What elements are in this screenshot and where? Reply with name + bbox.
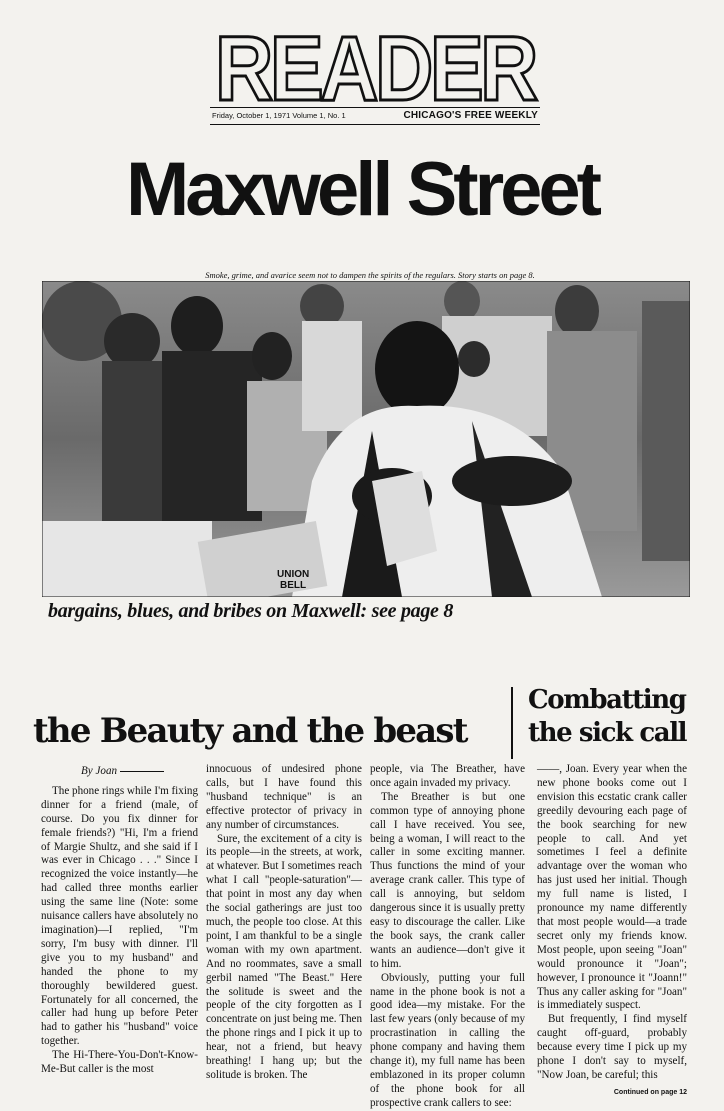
article-column-4 bbox=[537, 763, 687, 1100]
maxwell-street-photo bbox=[42, 281, 690, 597]
issue-date: Friday, October 1, 1971 Volume 1, No. 1 bbox=[212, 111, 346, 120]
byline bbox=[81, 765, 198, 779]
headline-divider bbox=[511, 687, 513, 759]
article-paragraph: The Hi-There-You-Don't-Know-Me-But caller is the most bbox=[41, 1049, 198, 1076]
article-column-3 bbox=[370, 763, 525, 1111]
article-paragraph: Sure, the excitement of a city is its people—in the streets, at work, at whatever. But I sometimes reach what I call "people-saturation"—that point in most any day when the social gatherings are just too much, the people too close. At this point, I am thankful to be a single woman with my own apartment. And no roommates, save a small gerbil named "The Beast." Here the solitude is sweet and the people of the city forgotten as I concentrate on just being me. Then the phone rings and I pick it up to hear, not a friend, but heavy breathing! I hang up; but the solitude is broken. The bbox=[206, 832, 362, 1081]
article-paragraph: The phone rings while I'm fixing dinner for a friend (male, of course. Do you fix dinner for female friends?) "Hi, I'm a friend of Margie Shultz, and she said if I was ever in Chicago . . ." Since I recognized the voice instantly—he had called three months earlier using the same line (Note: some nuisance callers have absolutely no imagination)—I replied, "I'm sorry, I'm busy with dinner. I'll give you to my husband" and handed the phone to my thoroughly bewildered guest. Fortunately for all concerned, the caller had hung up before Peter had to gather his "husband" voice together. bbox=[41, 784, 198, 1048]
article-paragraph: But frequently, I find myself caught off-guard, probably because every time I pick up my phone I don't say to myself, "Now Joan, be careful; this bbox=[537, 1013, 687, 1081]
photo-caption: Smoke, grime, and avarice seem not to dampen the spirits of the regulars. Story starts on page 8. bbox=[205, 270, 535, 280]
article-paragraph: people, via The Breather, have once again invaded my privacy. bbox=[370, 763, 525, 789]
article-column-1 bbox=[41, 765, 198, 1077]
masthead-dateline bbox=[210, 107, 540, 125]
article-paragraph: Obviously, putting your full name in the phone book is not a good idea—my mistake. For the last few years (only because of my procrastination in calling the phone company and having them change it), my full name has been emblazoned in its proper column of the phone book for all prospective crank callers to see: bbox=[370, 971, 525, 1109]
article-paragraph: The Breather is but one common type of annoying phone call I have received. You see, being a woman, I will react to the caller in some exciting manner. Thus functions the mind of your average crank caller. This type of call is annoying, but seldom dangerous since it is usually pretty easy to discourage the caller. Like the book says, the crank caller wants an audience—don't give it to him. bbox=[370, 790, 525, 970]
article-column-2 bbox=[206, 763, 362, 1083]
article-headline: the Beauty and the beast bbox=[33, 711, 467, 751]
page-headline: Maxwell Street bbox=[126, 147, 598, 232]
box-label: BELL bbox=[280, 580, 307, 591]
article-paragraph: ——, Joan. Every year when the new phone books come out I envision this ecstatic crank caller greedily devouring each page of the book searching for new people to call. And yet sometimes I feel a definite advantage over the woman who has just used her initial. Though my full name is listed, I pronounce my name differently that most people would—a trade secret only my friends know. Most people, upon seeing "Joan" would pronounce it "Joan"; however, I pronounce it "Joann!" Thus any caller asking for "Joan" is immediately suspect. bbox=[537, 763, 687, 1012]
side-headline bbox=[528, 684, 686, 750]
tagline: CHICAGO'S FREE WEEKLY bbox=[403, 110, 538, 121]
box-label: UNION bbox=[277, 569, 310, 580]
reader-logo bbox=[210, 26, 540, 104]
article-paragraph: innocuous of undesired phone calls, but I have found this "husband technique" is an effective protector of privacy in any number of circumstances. bbox=[206, 763, 362, 831]
continued-link[interactable]: Continued on page 12 bbox=[613, 1088, 687, 1096]
side-headline-line-2: the sick call bbox=[528, 718, 687, 748]
story-teaser: bargains, blues, and bribes on Maxwell: see page 8 bbox=[48, 600, 454, 622]
svg-text:READER: READER bbox=[215, 26, 538, 104]
side-headline-line-1: Combatting bbox=[528, 685, 686, 715]
byline-rule bbox=[120, 771, 164, 772]
byline-text: By Joan bbox=[81, 765, 118, 777]
